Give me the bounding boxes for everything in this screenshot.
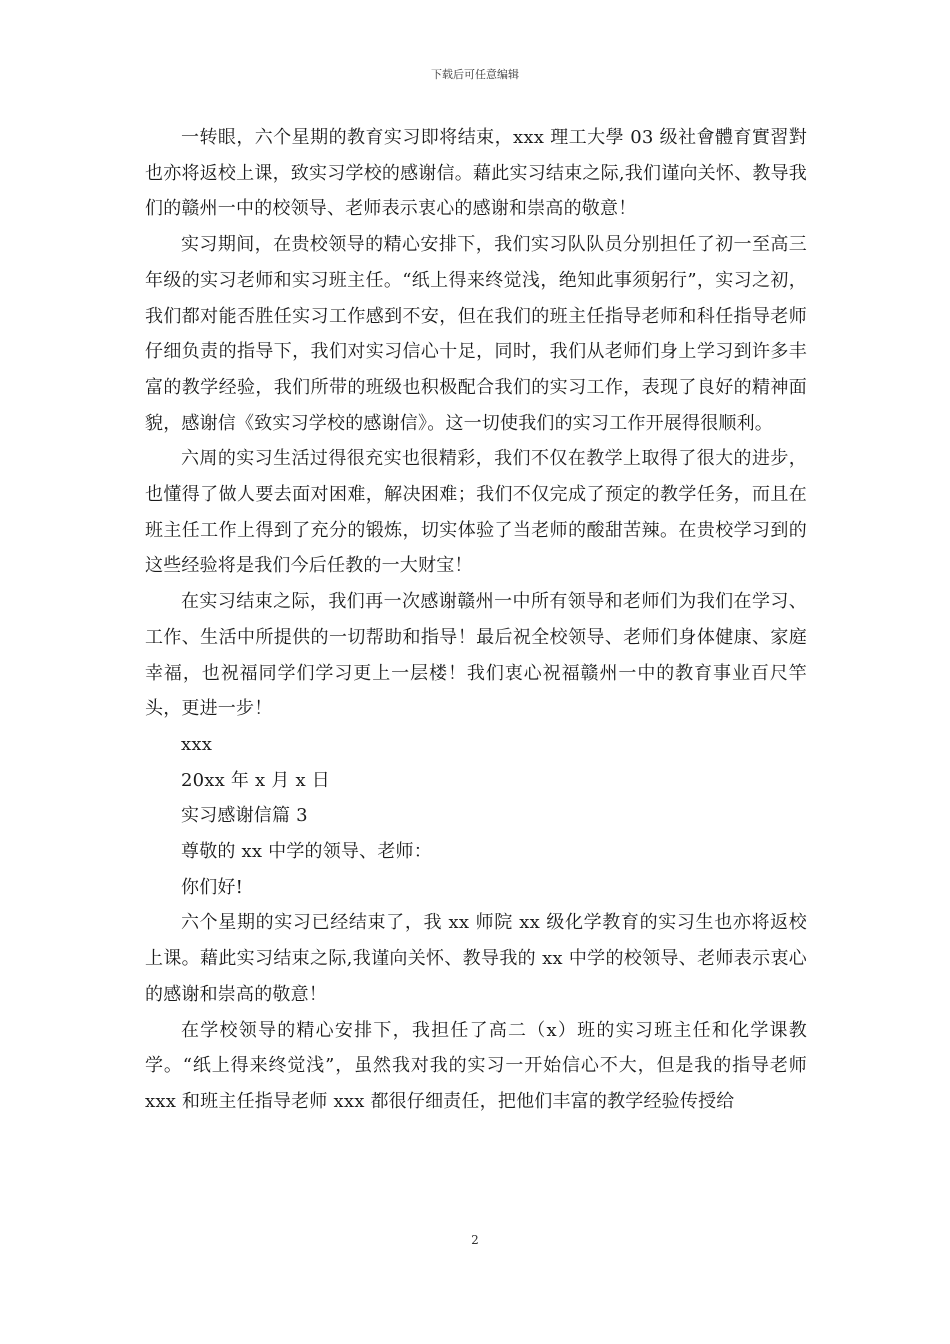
document-body: [145, 120, 807, 1120]
salutation: 尊敬的 xx 中学的领导、老师：: [181, 841, 432, 863]
page-header: 下载后可任意编辑: [431, 68, 519, 81]
page-number: 2: [471, 1233, 479, 1247]
paragraph: 在学校领导的精心安排下，我担任了高二（x）班的实习班主任和化学课教学。“纸上得来终觉浅”，虽然我对我的实习一开始信心不大，但是我的指导老师 xxx 和班主任指导老师 xxx 都很仔细责任，把他们丰富的教学经验传授给: [145, 1019, 807, 1112]
paragraph: 六周的实习生活过得很充实也很精彩，我们不仅在教学上取得了很大的进步，也懂得了做人要去面对困难，解决困难；我们不仅完成了预定的教学任务，而且在班主任工作上得到了充分的锻炼，切实体验了当老师的酸甜苦辣。在贵校学习到的这些经验将是我们今后任教的一大财宝！: [145, 448, 807, 577]
signature-name: xxx: [181, 733, 213, 755]
greeting: 你们好!: [181, 876, 244, 898]
paragraph: 实习期间，在贵校领导的精心安排下，我们实习队队员分别担任了初一至高三年级的实习老师和实习班主任。“纸上得来终觉浅，绝知此事须躬行”，实习之初，我们都对能否胜任实习工作感到不安，但在我们的班主任指导老师和科任指导老师仔细负责的指导下，我们对实习信心十足，同时，我们从老师们身上学习到许多丰富的教学经验，我们所带的班级也积极配合我们的实习工作，表现了良好的精神面貌，感谢信《致实习学校的感谢信》。这一切使我们的实习工作开展得很顺利。: [145, 234, 807, 434]
paragraph: 在实习结束之际，我们再一次感谢赣州一中所有领导和老师们为我们在学习、工作、生活中所提供的一切帮助和指导！最后祝全校领导、老师们身体健康、家庭幸福，也祝福同学们学习更上一层楼！我们衷心祝福赣州一中的教育事业百尺竿头，更进一步！: [145, 591, 807, 720]
signature-date: 20xx 年 x 月 x 日: [181, 769, 330, 791]
paragraph: 六个星期的实习已经结束了，我 xx 师院 xx 级化学教育的实习生也亦将返校上课。藉此实习结束之际,我谨向关怀、教导我的 xx 中学的校领导、老师表示衷心的感谢和崇高的敬意！: [145, 912, 807, 1005]
section-title: 实习感谢信篇 3: [181, 805, 308, 827]
paragraph: 一转眼，六个星期的教育实习即将结束，xxx 理工大學 03 级社會體育實習對也亦将返校上课，致实习学校的感谢信。藉此实习结束之际,我们谨向关怀、教导我们的赣州一中的校领导、老师表示衷心的感谢和崇高的敬意！: [145, 127, 807, 220]
